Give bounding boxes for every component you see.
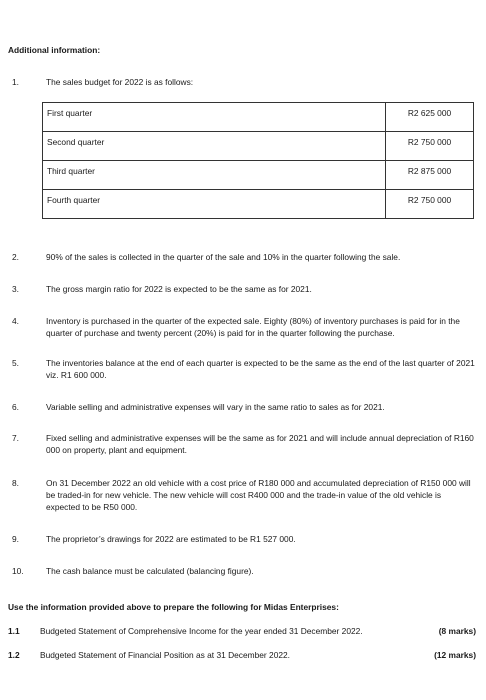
item-number: 8. [12, 478, 19, 488]
question-text: Budgeted Statement of Comprehensive Income for the year ended 31 December 2022. [40, 626, 363, 636]
amount-cell: R2 750 000 [386, 132, 474, 161]
item-text: The cash balance must be calculated (balancing figure). [46, 566, 254, 576]
item-text: Variable selling and administrative expenses will vary in the same ratio to sales as for 2021. [46, 402, 385, 412]
item-number: 2. [12, 252, 19, 262]
quarter-cell: Second quarter [43, 132, 386, 161]
question-marks: (8 marks) [438, 626, 476, 636]
item-number: 1. [12, 77, 19, 87]
item-number: 4. [12, 316, 19, 326]
quarter-cell: First quarter [43, 103, 386, 132]
table-row [43, 132, 474, 161]
table-row [43, 161, 474, 190]
instruction-text: Use the information provided above to prepare the following for Midas Enterprises: [8, 602, 339, 612]
item-text: Fixed selling and administrative expenses will be the same as for 2021 and will include annual depreciation of R160 000 on property, plant and equipment. [46, 433, 474, 455]
quarter-cell: Fourth quarter [43, 190, 386, 219]
item-number: 6. [12, 402, 19, 412]
item-text: On 31 December 2022 an old vehicle with a cost price of R180 000 and accumulated depreciation of R150 000 will be traded-in for new vehicle. The new vehicle will cost R400 000 and the trade-in value of the old vehicle is expected to be R50 000. [46, 478, 471, 512]
quarter-cell: Third quarter [43, 161, 386, 190]
item-number: 9. [12, 534, 19, 544]
item-number: 3. [12, 284, 19, 294]
sales-budget-table [42, 102, 474, 219]
additional-info-heading: Additional information: [8, 45, 101, 55]
item-text: Inventory is purchased in the quarter of the expected sale. Eighty (80%) of inventory purchases is paid for in the quarter of purchase and twenty percent (20%) is paid for in the quarter following the purchase. [46, 316, 460, 338]
item-number: 5. [12, 358, 19, 368]
amount-cell: R2 625 000 [386, 103, 474, 132]
question-marks: (12 marks) [434, 650, 476, 660]
item-text: The proprietor’s drawings for 2022 are estimated to be R1 527 000. [46, 534, 296, 544]
amount-cell: R2 875 000 [386, 161, 474, 190]
item-number: 7. [12, 433, 19, 443]
question-text: Budgeted Statement of Financial Position as at 31 December 2022. [40, 650, 291, 660]
item-text: The sales budget for 2022 is as follows: [46, 77, 194, 87]
question-number: 1.2 [8, 650, 20, 660]
table-row [43, 190, 474, 219]
amount-cell: R2 750 000 [386, 190, 474, 219]
item-number: 10. [12, 566, 24, 576]
item-text: The inventories balance at the end of each quarter is expected to be the same as the end of the last quarter of 2021 viz. R1 600 000. [46, 358, 475, 380]
item-text: 90% of the sales is collected in the quarter of the sale and 10% in the quarter following the sale. [46, 252, 401, 262]
table-row [43, 103, 474, 132]
item-text: The gross margin ratio for 2022 is expected to be the same as for 2021. [46, 284, 312, 294]
question-number: 1.1 [8, 626, 20, 636]
